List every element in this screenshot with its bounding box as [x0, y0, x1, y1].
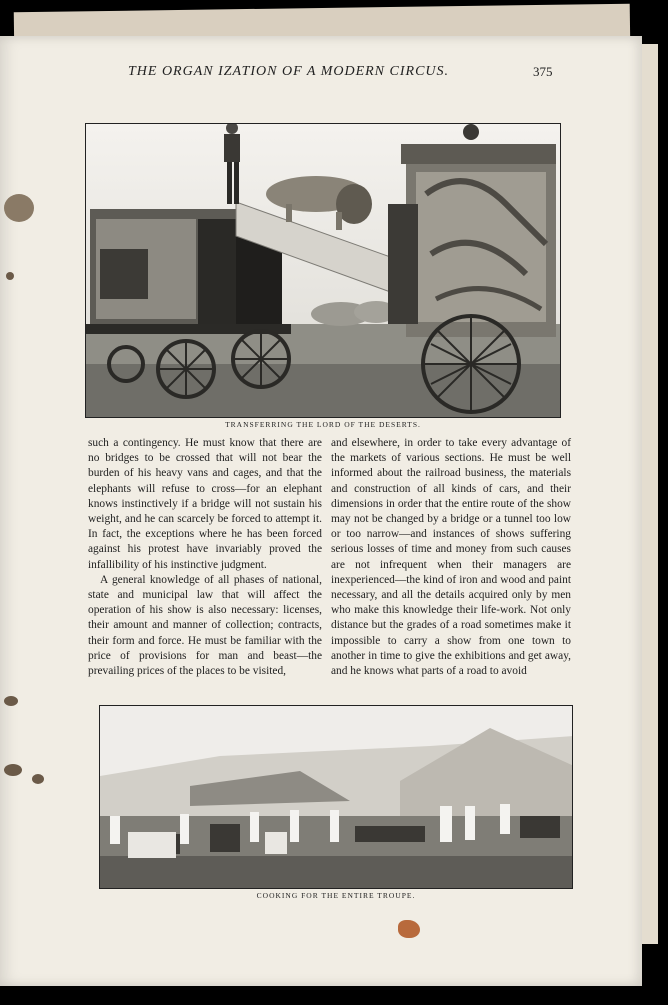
- binding-hole: [4, 194, 34, 222]
- paragraph: A general knowledge of all phases of national, state and municipal law that will affect the operation of his show is also necessary: licenses, their amount and manner of collection; contracts, their form and force. He must be familiar with the price of provisions for man and beast—the prevailing prices of the places to be visited,: [88, 573, 322, 678]
- binding-hole: [32, 774, 44, 784]
- running-title: THE ORGAN IZATION OF A MODERN CIRCUS.: [128, 64, 450, 79]
- photo-lion-transfer: [85, 123, 561, 418]
- photo-cooking-troupe: [99, 705, 573, 889]
- page-header: [0, 64, 642, 84]
- binding-hole: [4, 696, 18, 706]
- lion-wagon-illustration: [86, 124, 561, 418]
- text-column-right: [331, 436, 571, 679]
- page-number: 375: [533, 64, 553, 79]
- binding-hole: [6, 272, 14, 280]
- binding-hole: [4, 764, 22, 776]
- paragraph: such a contingency. He must know that there are no bridges to be crossed that will not bear the burden of his heavy vans and cages, and that the elephants will refuse to cross—for an elephant knows instinctively if a bridge will not sustain his weight, and he can scarcely be forced to attempt it. In fact, the exceptions where he has been forced against his protest have invariably proved the infallibility of his instinctive judgment.: [88, 437, 322, 571]
- text-column-left: [88, 436, 322, 679]
- figure-caption: COOKING FOR THE ENTIRE TROUPE.: [256, 891, 416, 900]
- paragraph: and elsewhere, in order to take every advantage of the markets of various sections. He must be well informed about the railroad business, the materials and construction of all kinds of cars, and their dimensions in order that the entire route of the show may not be changed by a bridge or a tunnel too low or too narrow—and instances of shows suffering serious losses of time and money from such causes are not infrequent when their managers are inexperienced—the kind of iron and wood and paint necessary, and all the details acquired only by men who make this knowledge their life-work. Not only distance but the grades of a road sometimes make it impossible to carry a show from one town to another in time to give the exhibitions and get away, and he knows what parts of a road to avoid: [331, 437, 571, 678]
- figure-caption: TRANSFERRING THE LORD OF THE DESERTS.: [225, 420, 421, 429]
- cooking-camp-illustration: [100, 706, 573, 889]
- paper-stain: [398, 920, 420, 938]
